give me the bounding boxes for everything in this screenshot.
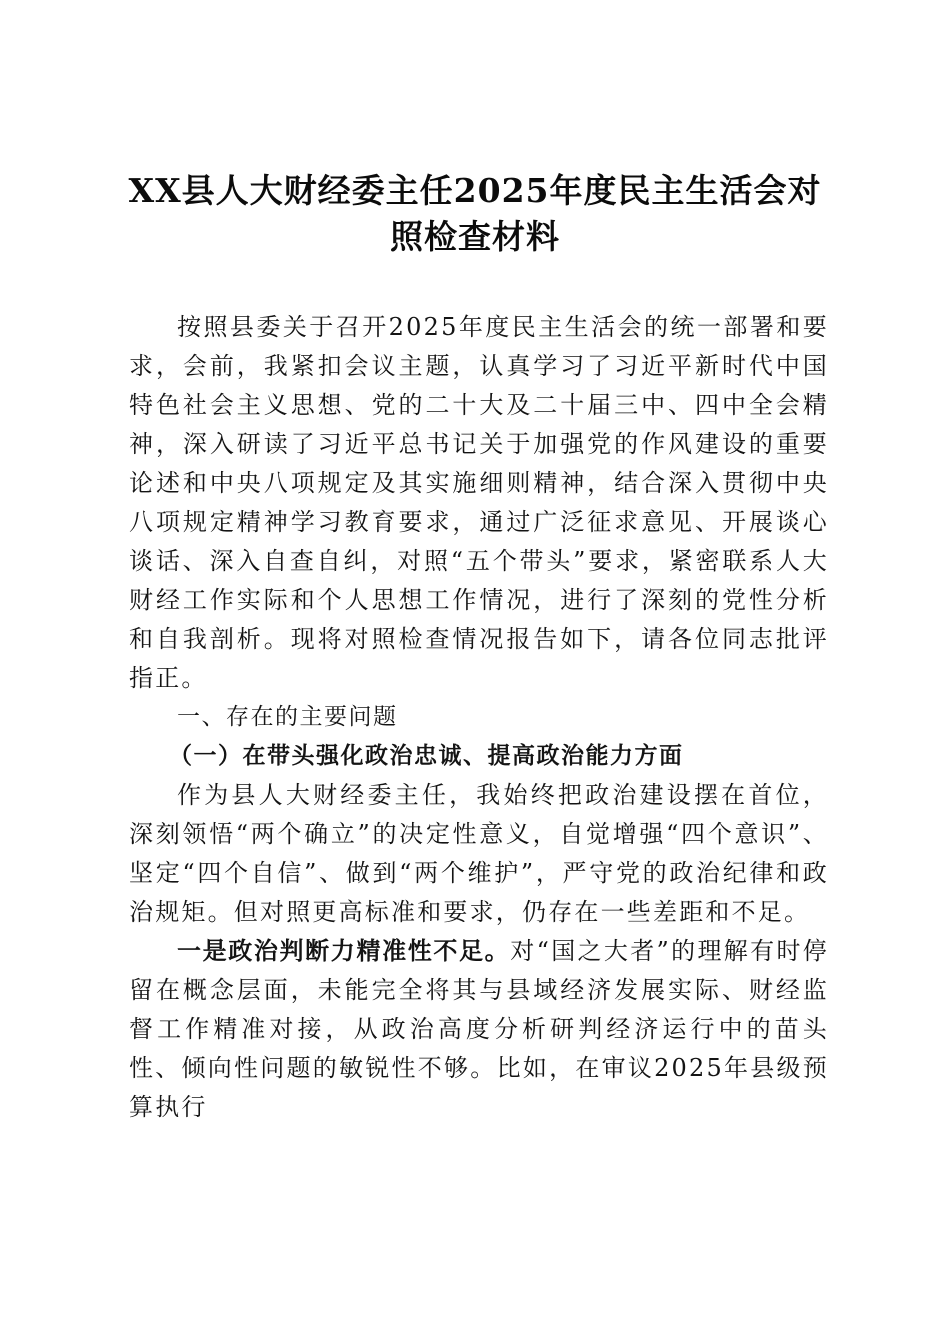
- section-heading: 一、存在的主要问题: [177, 704, 398, 730]
- point-paragraph: [129, 932, 829, 1127]
- intro-paragraph: 按照县委关于召开2025年度民主生活会的统一部署和要求，会前，我紧扣会议主题，认真学习了习近平新时代中国特色社会主义思想、党的二十大及二十届三中、四中全会精神，深入研读了习近平总书记关于加强党的作风建设的重要论述和中央八项规定及其实施细则精神，结合深入贯彻中央八项规定精神学习教育要求，通过广泛征求意见、开展谈心谈话、深入自查自纠，对照“五个带头”要求，紧密联系人大财经工作实际和个人思想工作情况，进行了深刻的党性分析和自我剖析。现将对照检查情况报告如下，请各位同志批评指正。: [129, 313, 829, 692]
- subsection-heading: （一）在带头强化政治忠诚、提高政治能力方面: [169, 743, 684, 769]
- subsection-paragraph: 作为县人大财经委主任，我始终把政治建设摆在首位，深刻领悟“两个确立”的决定性意义，自觉增强“四个意识”、坚定“四个自信”、做到“两个维护”，严守党的政治纪律和政治规矩。但对照更高标准和要求，仍存在一些差距和不足。: [129, 781, 829, 926]
- point-lead: 一是政治判断力精准性不足。: [177, 937, 511, 965]
- point-text: 对“国之大者”的理解有时停留在概念层面，未能完全将其与县域经济发展实际、财经监督工作精准对接，从政治高度分析研判经济运行中的苗头性、倾向性问题的敏锐性不够。比如，在审议2025年县级预算执行: [129, 937, 830, 1121]
- document-title: XX县人大财经委主任2025年度民主生活会对照检查材料: [128, 171, 822, 256]
- document-body: [129, 308, 829, 1127]
